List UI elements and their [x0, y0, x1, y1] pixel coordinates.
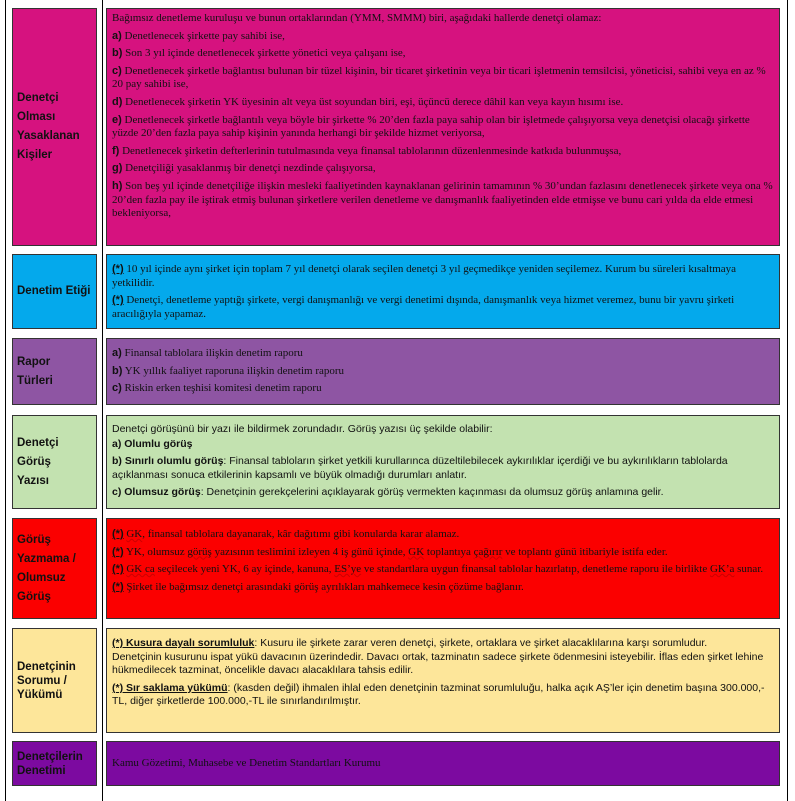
list-marker: a)	[112, 29, 122, 42]
label-line: Denetimi	[17, 764, 66, 777]
list-text: Denetlenecek şirketle bağlantılı veya böyle bir şirkette % 20’den fazla paya sahip olan bir işletmede çalışıyorsa veya denetçisi olacağı şirkette yüzde 20’den fazla paya sahip kişinin yanında herhangi bir şekilde hizmet veriyorsa,	[112, 113, 750, 140]
label-line: Olması	[17, 111, 56, 123]
list-item	[112, 30, 774, 44]
list-marker: (*)	[112, 563, 124, 576]
label-line: Denetim Etiği	[17, 285, 91, 297]
list-marker: d)	[112, 95, 123, 108]
list-item	[112, 455, 774, 482]
list-item	[112, 96, 774, 110]
grid-line-middle	[102, 0, 103, 801]
list-text: Denetçiliği yasaklanmış bir denetçi nezdinde çalışıyorsa,	[122, 162, 376, 175]
label-text	[13, 750, 83, 778]
list-text: Riskin erken teşhisi komitesi denetim raporu	[121, 382, 322, 395]
label-line: Yasaklanan	[17, 130, 80, 142]
list-text: Son beş yıl içinde denetçiliğe ilişkin mesleki faaliyetinden kaynaklanan gelirinin tamamının % 30’undan fazlasını denetlenecek şirkete veya ona % 20’den fazla pay ile iştirak etmiş bulunan şirketlere verilen denetleme ve danışmanlık faaliyetinden elde etmişse ve bunu cari yılda da elde etmesi bekleniyorsa,	[112, 179, 773, 220]
label-denetcinin-sorumu-yukumu	[12, 628, 97, 733]
list-item	[112, 365, 774, 379]
list-text: Denetlenecek şirketle bağlantısı bulunan bir tüzel kişinin, bir ticaret şirketinin veya bir ticari işletmenin temsilcisi, yöneticisi, sahibi veya en az % 20 pay sahibi ise,	[112, 64, 766, 91]
list-text: Son 3 yıl içinde denetlenecek şirkette yönetici veya çalışanı ise,	[122, 47, 406, 60]
flagged-word: GK	[126, 528, 143, 540]
flagged-word: GK	[408, 545, 425, 558]
list-item	[112, 347, 774, 361]
list-marker: g)	[112, 162, 123, 175]
flagged-word: çağırır	[473, 545, 503, 558]
list-marker: a) Olumlu görüş	[112, 437, 193, 450]
list-marker: (*)	[112, 545, 124, 558]
label-denetim-etigi	[12, 254, 97, 329]
list-marker: a)	[112, 347, 122, 359]
list-text: Denetçinin kusurunu ispat yükü davacının üzerindedir. Davacı ortak, tazminatın sadece şirkete ödenmesini isteyebilir. İflas eden şirket lehine hükmedilecek tazminat, öncelikle davacı alacaklılara tahsis edilir.	[112, 650, 764, 677]
flagged-word: GK ca	[126, 563, 155, 576]
label-line: Görüş	[17, 590, 51, 603]
label-rapor-turleri	[12, 338, 97, 405]
content-denetim-etigi	[106, 254, 780, 329]
list-text: : Finansal tabloların şirket yetkili kurullarınca düzeltilebilecek aykırılıklar içerdiği ve bu aykırılıkların tablolarda açıklanması sonuca etkilerinin kapsamlı ve büyük olmadığı durumları anlatır.	[112, 455, 728, 481]
list-item	[112, 438, 774, 452]
list-marker: b)	[112, 364, 123, 377]
content-denetcilerin-denetimi	[106, 741, 780, 786]
list-item	[112, 528, 774, 542]
label-text	[13, 660, 76, 702]
list-marker: c)	[112, 64, 122, 77]
label-line: Denetçinin	[17, 660, 76, 673]
list-marker: (*) Kusura dayalı sorumluluk	[112, 637, 255, 649]
paragraph	[112, 637, 774, 651]
label-line: Yükümü	[17, 688, 63, 701]
list-item	[112, 65, 774, 92]
label-denetci-gorus-yazisi	[12, 415, 97, 509]
paragraph	[112, 651, 774, 678]
list-text: Denetlenecek şirkette pay sahibi ise,	[121, 29, 285, 42]
label-line: Görüş	[17, 455, 51, 468]
flagged-word: GK’a	[709, 563, 735, 576]
label-line: Görüş	[17, 533, 51, 546]
content-denetci-gorus-yazisi	[106, 415, 780, 509]
label-gorus-yazmama-olumsuz-gorus	[12, 518, 97, 619]
label-line: Türleri	[17, 374, 53, 387]
list-marker: (*)	[112, 263, 124, 275]
list-item	[112, 563, 774, 577]
list-item	[112, 486, 774, 500]
label-line: Yazmama /	[17, 552, 76, 565]
list-item	[112, 382, 774, 396]
label-text	[13, 353, 53, 391]
list-text: Denetçi, denetleme yaptığı şirkete, vergi danışmanlığı ve vergi denetimi dışında, danışmanlık veya hizmet veremez, bunu bir yavru şirketi aracılığıyla yapamaz.	[112, 294, 735, 320]
list-marker: (*) Sır saklama yükümü	[112, 681, 228, 694]
list-marker: (*)	[112, 294, 124, 307]
list-item	[112, 581, 774, 595]
list-marker: h)	[112, 179, 123, 192]
list-item	[112, 114, 774, 141]
grid-line-right	[787, 0, 788, 801]
label-line: Sorumu /	[17, 674, 67, 687]
label-line: Denetçi	[17, 436, 59, 449]
list-text: YK, olumsuz görüş yazısının teslimini izleyen 4 iş günü içinde, GK toplantıya çağırır ve toplantı günü itibariyle istifa eder.	[123, 545, 668, 558]
list-marker: b)	[112, 47, 123, 60]
list-item	[112, 546, 774, 560]
list-marker: (*)	[112, 580, 124, 593]
label-line: Denetçi	[17, 92, 59, 104]
label-line: Yazısı	[17, 474, 49, 487]
label-line: Kişiler	[17, 149, 53, 161]
intro-paragraph: Bağımsız denetleme kuruluşu ve bunun ortaklarından (YMM, SMMM) biri, aşağıdaki hallerde denetçi olamaz:	[112, 12, 602, 24]
content-gorus-yazmama-olumsuz-gorus	[106, 518, 780, 619]
list-marker: e)	[112, 113, 122, 126]
list-item	[112, 263, 774, 290]
list-text: : Kusuru ile şirkete zarar veren denetçi, şirkete, ortaklara ve şirket alacaklılarına karşı sorumludur.	[254, 637, 708, 649]
list-marker: c)	[112, 382, 122, 395]
list-marker: f)	[112, 144, 120, 157]
list-text: 10 yıl içinde aynı şirket için toplam 7 yıl denetçi olarak seçilen denetçi 3 yıl geçmedikçe yeniden seçilemez. Kurum bu süreleri kısaltmaya yetkilidir.	[112, 263, 737, 289]
content-denetcinin-sorumu-yukumu	[106, 628, 780, 733]
label-text	[13, 282, 90, 301]
content-rapor-turleri	[106, 338, 780, 405]
list-item	[112, 162, 774, 176]
label-line: Denetçilerin	[17, 750, 83, 763]
list-item	[112, 47, 774, 61]
list-text: : Denetçinin gerekçelerini açıklayarak görüş vermekten kaçınması da olumsuz görüş anlamına gelir.	[200, 486, 664, 499]
list-marker: b) Sınırlı olumlu görüş	[112, 455, 224, 468]
label-line: Olumsuz	[17, 571, 66, 584]
list-text: GK ca seçilecek yeni YK, 6 ay içinde, kanuna, ES’ye ve standartlara uygun finansal tablolar hazırlatıp, denetleme raporu ile birlikte GK’a sunar.	[126, 563, 764, 576]
grid-line-left	[5, 0, 6, 801]
label-line: Rapor	[17, 355, 51, 368]
label-text	[13, 434, 59, 491]
label-text	[13, 531, 76, 607]
label-text	[13, 89, 80, 165]
list-text: Denetlenecek şirketin YK üyesinin alt veya üst soyundan biri, eşi, üçüncü derece dâhil kan veya kayın hısımı ise.	[122, 95, 624, 108]
paragraph	[112, 682, 774, 709]
list-marker: c) Olumsuz görüş	[112, 486, 201, 499]
flagged-word: görüş	[187, 545, 212, 558]
content-denetci-olmasi-yasaklanan-kisiler	[106, 8, 780, 246]
list-text: Denetlenecek şirketin defterlerinin tutulmasında veya finansal tablolarının düzenlenmesinde katkıda bulunmuşsa,	[119, 144, 622, 157]
list-text: Şirket ile bağımsız denetçi arasındaki görüş ayrılıkları mahkemece kesin çözüme bağlanır.	[123, 580, 524, 593]
list-text: GK, finansal tablolara dayanarak, kâr dağıtımı gibi konularda karar alamaz.	[126, 528, 460, 540]
list-item	[112, 180, 774, 221]
flagged-word: ES’ye	[334, 563, 362, 576]
list-marker: (*)	[112, 528, 124, 540]
list-text: Finansal tablolara ilişkin denetim raporu	[121, 347, 303, 359]
list-text: YK yıllık faaliyet raporuna ilişkin denetim raporu	[122, 364, 345, 377]
list-item	[112, 294, 774, 321]
label-denetcilerin-denetimi	[12, 741, 97, 786]
row-text: Kamu Gözetimi, Muhasebe ve Denetim Standartları Kurumu	[112, 757, 381, 770]
label-denetci-olmasi-yasaklanan-kisiler	[12, 8, 97, 246]
list-item	[112, 145, 774, 159]
list-text: : (kasden değil) ihmalen ihlal eden denetçinin tazminat sorumluluğu, halka açık AŞ’ler için denetim başına 300.000,-TL, diğer şirketlerde 100.000,-TL ile sınırlandırılmıştır.	[112, 681, 765, 708]
intro-paragraph: Denetçi görüşünü bir yazı ile bildirmek zorundadır. Görüş yazısı üç şekilde olabilir:	[112, 423, 493, 435]
